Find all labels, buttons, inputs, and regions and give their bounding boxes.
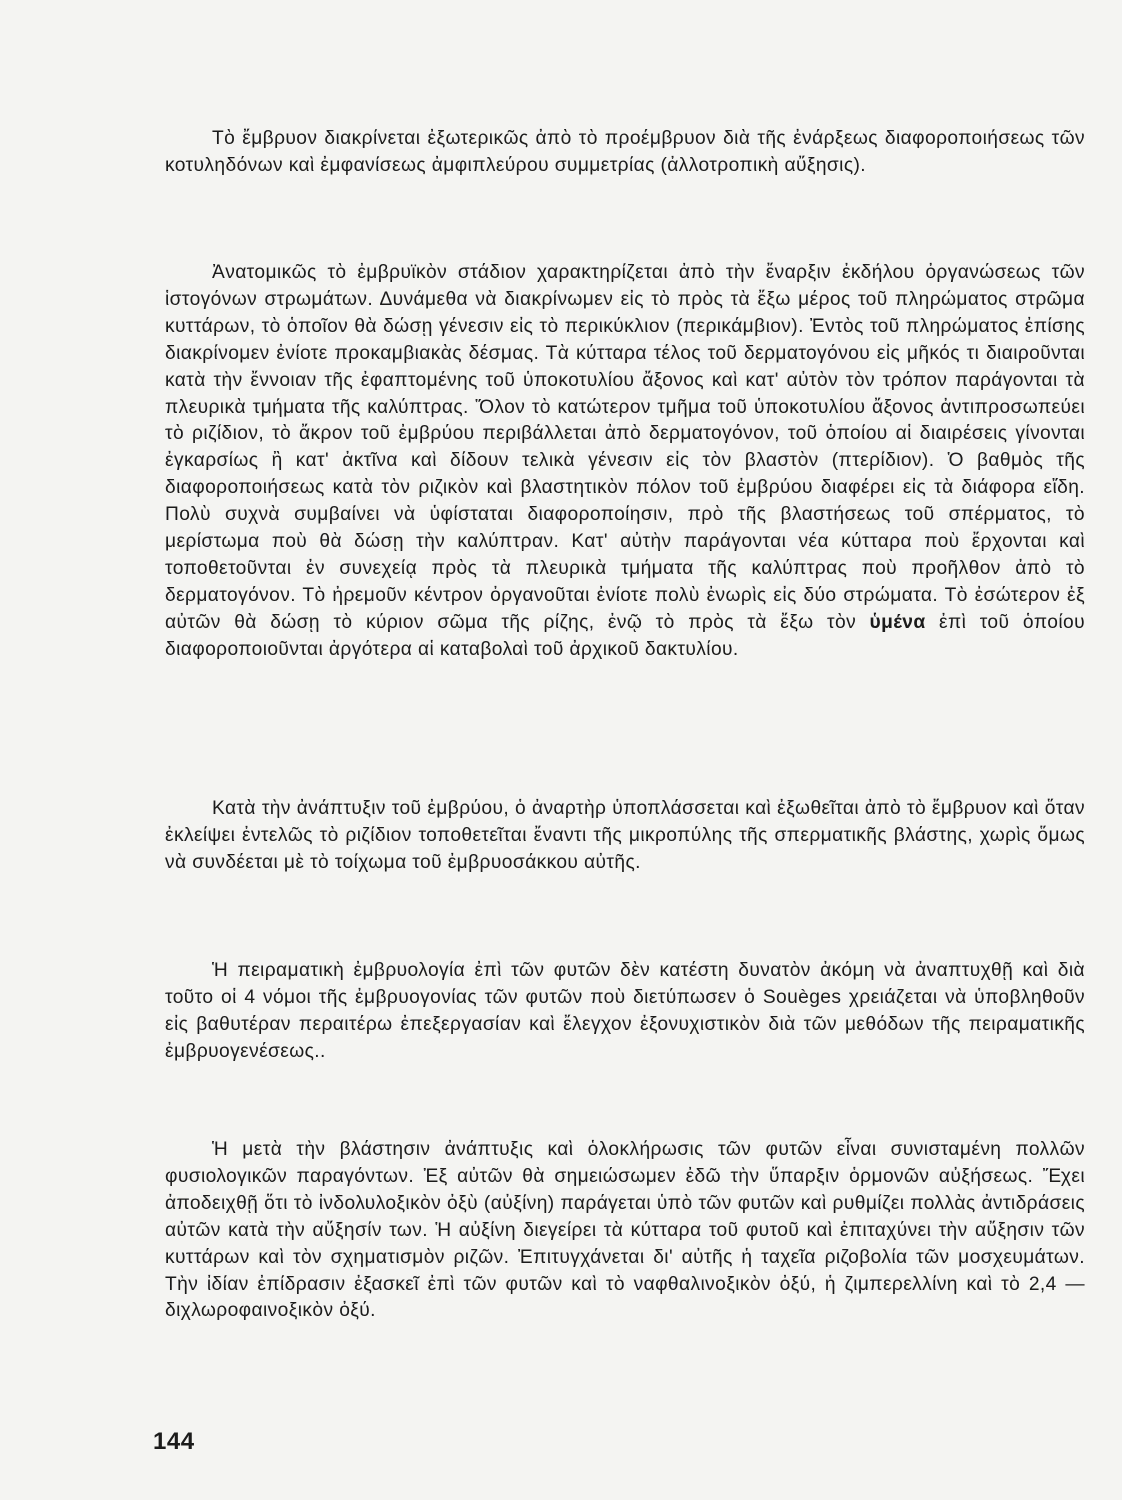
- paragraph-2: [165, 260, 1085, 664]
- paragraph-text-main: Ἀνατομικῶς τὸ ἐμβρυϊκὸν στάδιον χαρακτηρίζεται ἀπὸ τὴν ἔναρξιν ἐκδήλου ὀργανώσεως τῶν ἱστογόνων στρωμάτων. Δυνάμεθα νὰ διακρίνωμεν εἰς τὸ πρὸς τὰ ἔξω μέρος τοῦ πληρώματος στρῶμα κυττάρων, τὸ ὁποῖον θὰ δώσῃ γένεσιν εἰς τὸ περικύκλιον (περικάμβιον). Ἐντὸς τοῦ πληρώματος ἐπίσης διακρίνομεν ἐνίοτε προκαμβιακὰς δέσμας. Τὰ κύτταρα τέλος τοῦ δερματογόνου εἰς μῆκός τι διαιροῦνται κατὰ τὴν ἔννοιαν τῆς ἐφαπτομένης τοῦ ὑποκοτυλίου ἄξονος καὶ κατ' αὐτὸν τὸν τρόπον παράγονται τὰ πλευρικὰ τμήματα τῆς καλύπτρας. Ὅλον τὸ κατώτερον τμῆμα τοῦ ὑποκοτυλίου ἄξονος ἀντιπροσωπεύει τὸ ριζίδιον, τὸ ἄκρον τοῦ ἐμβρύου περιβάλλεται ἀπὸ δερματογόνον, τοῦ ὁποίου αἱ διαιρέσεις γίνονται ἐγκαρσίως ἢ κατ' ἀκτῖνα καὶ δίδουν τελικὰ γένεσιν εἰς τὸν βλαστὸν (πτερίδιον). Ὁ βαθμὸς τῆς διαφοροποιήσεως κατὰ τὸν ριζικὸν καὶ βλαστητικὸν πόλον τοῦ ἐμβρύου διαφέρει εἰς τὰ διάφορα εἴδη. Πολὺ συχνὰ συμβαίνει νὰ ὑφίσταται διαφοροποίησιν, πρὸ τῆς βλαστήσεως τοῦ σπέρματος, τὸ μερίστωμα ποὺ θὰ δώσῃ τὴν καλύπτραν. Κατ' αὐτὴν παράγονται νέα κύτταρα ποὺ ἔρχονται καὶ τοποθετοῦνται ἐν συνεχείᾳ πρὸς τὰ πλευρικὰ τμήματα τῆς καλύπτρας ποὺ προῆλθον ἀπὸ τὸ δερματογόνον. Τὸ ἠρεμοῦν κέντρον ὀργανοῦται ἐνίοτε πολὺ ἐνωρὶς εἰς δύο στρώματα. Τὸ ἐσώτερον ἐξ αὐτῶν θὰ δώσῃ τὸ κύριον σῶμα τῆς ρίζης, ἐνῷ τὸ πρὸς τὰ ἔξω τὸν: [165, 262, 1085, 633]
- paragraph-4: [165, 958, 1085, 1066]
- paragraph-text: Κατὰ τὴν ἀνάπτυξιν τοῦ ἐμβρύου, ὁ ἀναρτὴρ ὑποπλάσσεται καὶ ἐξωθεῖται ἀπὸ τὸ ἔμβρυον καὶ ὅταν ἐκλείψει ἐντελῶς τὸ ριζίδιον τοποθετεῖται ἔναντι τῆς μικροπύλης τῆς σπερματικῆς βλάστης, χωρὶς ὅμως νὰ συνδέεται μὲ τὸ τοίχωμα τοῦ ἐμβρυοσάκκου αὐτῆς.: [165, 798, 1085, 873]
- paragraph-text: Ἡ πειραματικὴ ἐμβρυολογία ἐπὶ τῶν φυτῶν δὲν κατέστη δυνατὸν ἀκόμη νὰ ἀναπτυχθῇ καὶ διὰ τοῦτο οἱ 4 νόμοι τῆς ἐμβρυογονίας τῶν φυτῶν ποὺ διετύπωσεν ὁ Souèges χρειάζεται νὰ ὑποβληθοῦν εἰς βαθυτέραν περαιτέρω ἐπεξεργασίαν καὶ ἔλεγχον ἐξονυχιστικὸν διὰ τῶν μεθόδων τῆς πειραματικῆς ἐμβρυογενέσεως..: [165, 960, 1085, 1062]
- page-number: 144: [153, 1428, 195, 1455]
- paragraph-1: [165, 126, 1085, 180]
- bold-term: ὑμένα: [869, 611, 926, 633]
- paragraph-text: [165, 260, 1085, 664]
- paragraph-text: Ἡ μετὰ τὴν βλάστησιν ἀνάπτυξις καὶ ὁλοκλήρωσις τῶν φυτῶν εἶναι συνισταμένη πολλῶν φυσιολογικῶν παραγόντων. Ἐξ αὐτῶν θὰ σημειώσωμεν ἐδῶ τὴν ὕπαρξιν ὁρμονῶν αὐξήσεως. Ἔχει ἀποδειχθῇ ὅτι τὸ ἰνδολυλοξικὸν ὀξὺ (αὐξίνη) παράγεται ὑπὸ τῶν φυτῶν καὶ ρυθμίζει πολλὰς ἀντιδράσεις αὐτῶν κατὰ τὴν αὔξησίν των. Ἡ αὐξίνη διεγείρει τὰ κύτταρα τοῦ φυτοῦ καὶ ἐπιταχύνει τὴν αὔξησιν τῶν κυττάρων καὶ τὸν σχηματισμὸν ριζῶν. Ἐπιτυγχάνεται δι' αὐτῆς ἡ ταχεῖα ριζοβολία τῶν μοσχευμάτων. Τὴν ἰδίαν ἐπίδρασιν ἐξασκεῖ ἐπὶ τῶν φυτῶν καὶ τὸ ναφθαλινοξικὸν ὀξύ, ἡ ζιμπερελλίνη καὶ τὸ 2,4 — διχλωροφαινοξικὸν ὀξύ.: [165, 1139, 1085, 1322]
- paragraph-text: Τὸ ἔμβρυον διακρίνεται ἐξωτερικῶς ἀπὸ τὸ προέμβρυον διὰ τῆς ἐνάρξεως διαφοροποιήσεως τῶν κοτυληδόνων καὶ ἐμφανίσεως ἀμφιπλεύρου συμμετρίας (ἀλλοτροπικὴ αὔξησις).: [165, 128, 1085, 176]
- paragraph-5: [165, 1137, 1085, 1325]
- paragraph-3: [165, 796, 1085, 877]
- paragraph-text-tail: ἐπὶ τοῦ ὁποίου διαφοροποιοῦνται ἀργότερα αἱ καταβολαὶ τοῦ ἀρχικοῦ δακτυλίου.: [165, 611, 1085, 660]
